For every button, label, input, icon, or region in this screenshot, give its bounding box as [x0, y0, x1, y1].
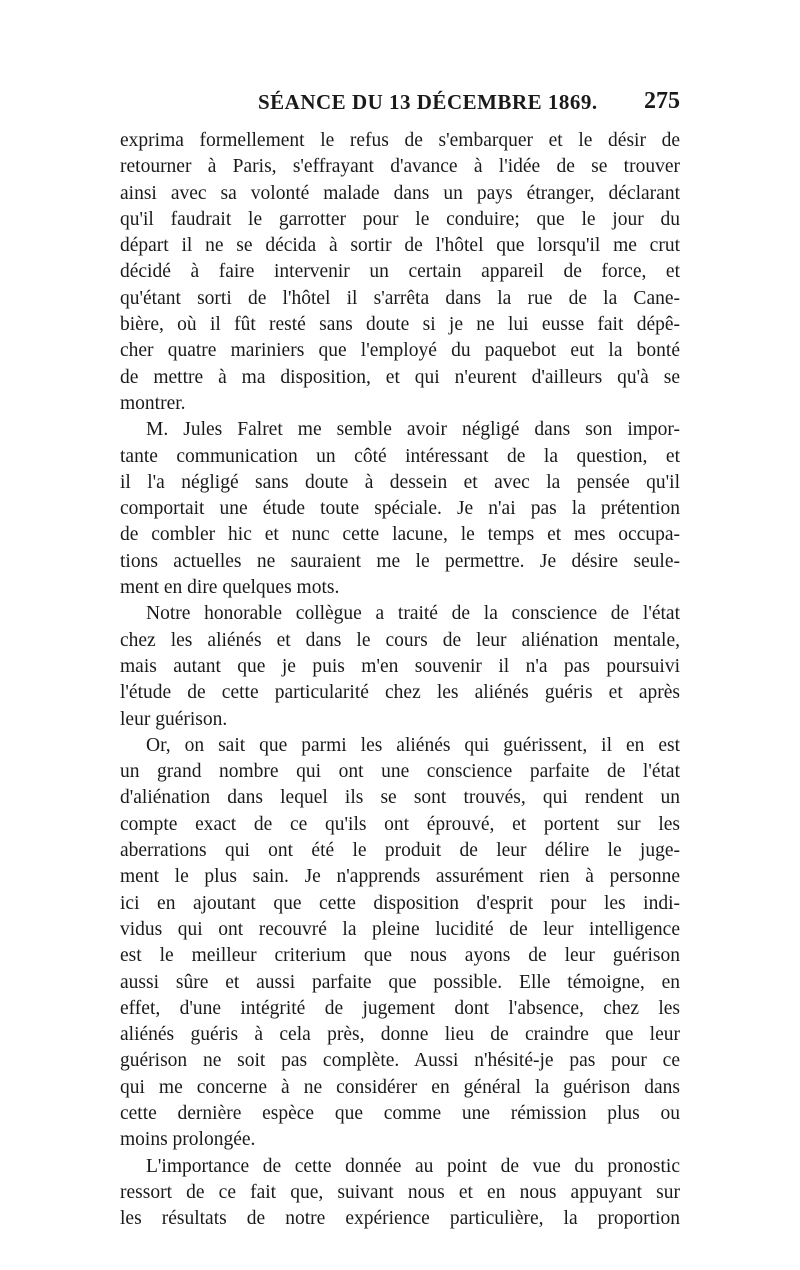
text-line: les résultats de notre expérience particulière, la proportion — [120, 1208, 680, 1230]
text-line: mais autant que je puis m'en souvenir il n'a pas poursuivi — [120, 655, 680, 677]
text-line: ment le plus sain. Je n'apprends assurément rien à personne — [120, 866, 680, 888]
text-line: tante communication un côté intéressant de la question, et — [120, 445, 680, 467]
text-line: de combler hic et nunc cette lacune, le temps et mes occupa- — [120, 524, 680, 546]
text-line: exprima formellement le refus de s'embarquer et le désir de — [120, 130, 680, 151]
text-line: décidé à faire intervenir un certain appareil de force, et — [120, 261, 680, 283]
text-line: cette dernière espèce que comme une rémission plus ou — [120, 1102, 680, 1124]
text-line: aberrations qui ont été le produit de leur délire le juge- — [120, 840, 680, 862]
text-line: retourner à Paris, s'effrayant d'avance à l'idée de se trouver — [120, 156, 680, 178]
text-line: chez les aliénés et dans le cours de leur aliénation mentale, — [120, 629, 680, 651]
text-line: leur guérison. — [120, 708, 228, 730]
text-line: un grand nombre qui ont une conscience parfaite de l'état — [120, 761, 680, 783]
text-line: l'étude de cette particularité chez les aliénés guéris et après — [120, 682, 680, 704]
text-line: L'importance de cette donnée au point de vue du pronostic — [146, 1155, 680, 1177]
text-line: ainsi avec sa volonté malade dans un pays étranger, déclarant — [120, 182, 680, 204]
page-number: 275 — [644, 88, 680, 114]
text-line: qu'étant sorti de l'hôtel il s'arrêta dans la rue de la Cane- — [120, 287, 680, 309]
text-line: guérison ne soit pas complète. Aussi n'hésité-je pas pour ce — [120, 1050, 680, 1072]
text-line: compte exact de ce qu'ils ont éprouvé, et portent sur les — [120, 813, 680, 835]
text-line: montrer. — [120, 392, 186, 414]
text-line: M. Jules Falret me semble avoir négligé dans son impor- — [146, 419, 680, 441]
text-line: ment en dire quelques mots. — [120, 577, 340, 599]
text-line: effet, d'une intégrité de jugement dont l'absence, chez les — [120, 997, 680, 1019]
page-header — [120, 90, 680, 120]
text-line: qu'il faudrait le garrotter pour le conduire; que le jour du — [120, 208, 680, 230]
text-line: tions actuelles ne sauraient me le permettre. Je désire seule- — [120, 550, 680, 572]
text-line: aussi sûre et aussi parfaite que possible. Elle témoigne, en — [120, 971, 680, 993]
text-line: de mettre à ma disposition, et qui n'eurent d'ailleurs qu'à se — [120, 366, 680, 388]
running-head: SÉANCE DU 13 DÉCEMBRE 1869. — [258, 90, 598, 114]
text-line: aliénés guéris à cela près, donne lieu de craindre que leur — [120, 1024, 680, 1046]
text-line: Notre honorable collègue a traité de la conscience de l'état — [146, 603, 680, 625]
text-line: qui me concerne à ne considérer en général la guérison dans — [120, 1076, 680, 1098]
text-line: bière, où il fût resté sans doute si je ne lui eusse fait dépê- — [120, 314, 680, 336]
text-line: moins prolongée. — [120, 1129, 256, 1151]
text-line: d'aliénation dans lequel ils se sont trouvés, qui rendent un — [120, 787, 680, 809]
text-line: comportait une étude toute spéciale. Je n'ai pas la prétention — [120, 498, 680, 520]
body-text — [120, 128, 680, 1232]
text-line: Or, on sait que parmi les aliénés qui guérissent, il en est — [146, 734, 680, 756]
text-line: ressort de ce fait que, suivant nous et en nous appuyant sur — [120, 1181, 680, 1203]
text-line: vidus qui ont recouvré la pleine lucidité de leur intelligence — [120, 918, 680, 940]
text-line: cher quatre mariniers que l'employé du paquebot eut la bonté — [120, 340, 680, 362]
text-line: est le meilleur criterium que nous ayons de leur guérison — [120, 945, 680, 967]
text-line: ici en ajoutant que cette disposition d'esprit pour les indi- — [120, 892, 680, 914]
text-line: départ il ne se décida à sortir de l'hôtel que lorsqu'il me crut — [120, 235, 680, 257]
text-line: il l'a négligé sans doute à dessein et avec la pensée qu'il — [120, 471, 680, 493]
